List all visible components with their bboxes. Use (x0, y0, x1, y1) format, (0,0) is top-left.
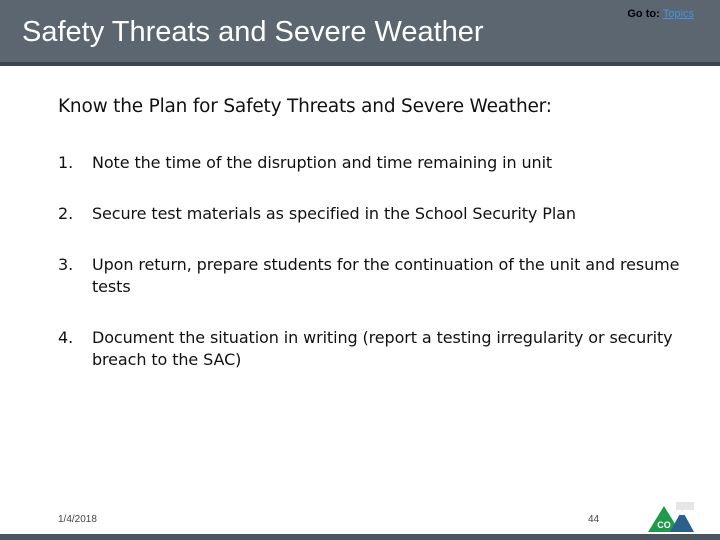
logo-text: CO (657, 520, 671, 530)
slide-date: 1/4/2018 (58, 514, 97, 525)
steps-list (58, 152, 698, 371)
page-number: 44 (588, 514, 600, 525)
title-bar-divider (0, 62, 720, 66)
step-number: 3. (58, 255, 74, 274)
goto-label: Go to: (627, 8, 660, 20)
logo-snowcap (679, 510, 685, 515)
logo-banner (676, 502, 694, 510)
step-text: Note the time of the disruption and time remaining in unit (92, 153, 553, 172)
step-text: Document the situation in writing (report a testing irregularity or security breach to the SAC) (92, 328, 673, 369)
slide-body (58, 96, 698, 400)
goto-nav (627, 8, 694, 20)
topics-link[interactable]: Topics (662, 8, 694, 20)
slide-title: Safety Threats and Severe Weather (22, 16, 484, 48)
list-item (58, 254, 698, 298)
bottom-bar (0, 534, 720, 540)
step-number: 4. (58, 328, 74, 347)
list-item (58, 152, 698, 174)
step-text: Upon return, prepare students for the continuation of the unit and resume tests (92, 255, 680, 296)
section-heading: Know the Plan for Safety Threats and Severe Weather: (58, 96, 552, 117)
list-item (58, 327, 698, 371)
step-number: 2. (58, 204, 74, 223)
list-item (58, 203, 698, 225)
colorado-logo-icon (646, 500, 696, 534)
step-text: Secure test materials as specified in the School Security Plan (92, 204, 576, 223)
step-number: 1. (58, 153, 74, 172)
